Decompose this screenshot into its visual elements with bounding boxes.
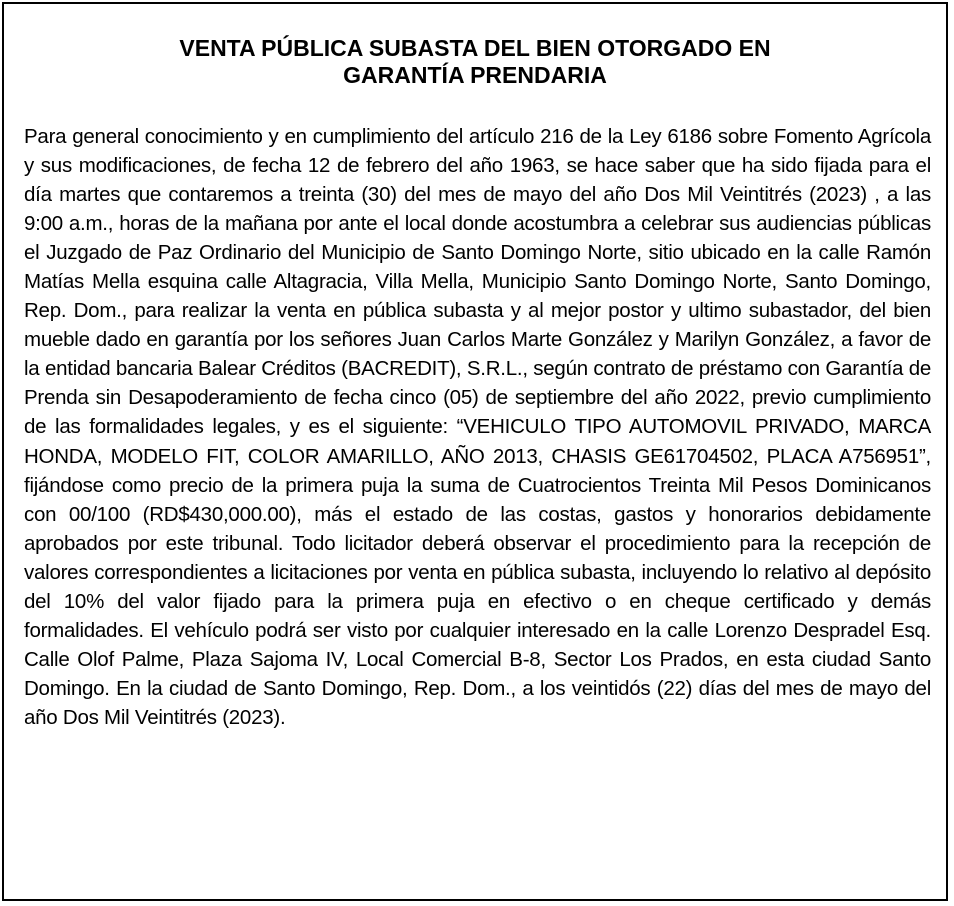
legal-notice-frame	[2, 2, 948, 901]
notice-body-text: Para general conocimiento y en cumplimiento del artículo 216 de la Ley 6186 sobre Fomento Agrícola y sus modificaciones, de fecha 12 de febrero del año 1963, se hace saber que ha sido fijada para el día martes que contaremos a treinta (30) del mes de mayo del año Dos Mil Veintitrés (2023) , a las 9:00 a.m., horas de la mañana por ante el local donde acostumbra a celebrar sus audiencias públicas el Juzgado de Paz Ordinario del Municipio de Santo Domingo Norte, sitio ubicado en la calle Ramón Matías Mella esquina calle Altagracia, Villa Mella, Municipio Santo Domingo Norte, Santo Domingo, Rep. Dom., para realizar la venta en pública subasta y al mejor postor y ultimo subastador, del bien mueble dado en garantía por los señores Juan Carlos Marte González y Marilyn González, a favor de la entidad bancaria Balear Créditos (BACREDIT), S.R.L., según contrato de préstamo con Garantía de Prenda sin Desapoderamiento de fecha cinco (05) de septiembre del año 2022, previo cumplimiento de las formalidades legales, y es el siguiente: “VEHICULO TIPO AUTOMOVIL PRIVADO, MARCA HONDA, MODELO FIT, COLOR AMARILLO, AÑO 2013, CHASIS GE61704502, PLACA A756951”, fijándose como precio de la primera puja la suma de Cuatrocientos Treinta Mil Pesos Dominicanos con 00/100 (RD$430,000.00), más el estado de las costas, gastos y honorarios debidamente aprobados por este tribunal. Todo licitador deberá observar el procedimiento para la recepción de valores correspondientes a licitaciones por venta en pública subasta, incluyendo lo relativo al depósito del 10% del valor fijado para la primera puja en efectivo o en cheque certificado y demás formalidades. El vehículo podrá ser visto por cualquier interesado en la calle Lorenzo Despradel Esq. Calle Olof Palme, Plaza Sajoma IV, Local Comercial B-8, Sector Los Prados, en esta ciudad Santo Domingo. En la ciudad de Santo Domingo, Rep. Dom., a los veintidós (22) días del mes de mayo del año Dos Mil Veintitrés (2023).	[24, 125, 931, 729]
notice-title: VENTA PÚBLICA SUBASTA DEL BIEN OTORGADO EN GARANTÍA PRENDARIA	[179, 35, 771, 88]
